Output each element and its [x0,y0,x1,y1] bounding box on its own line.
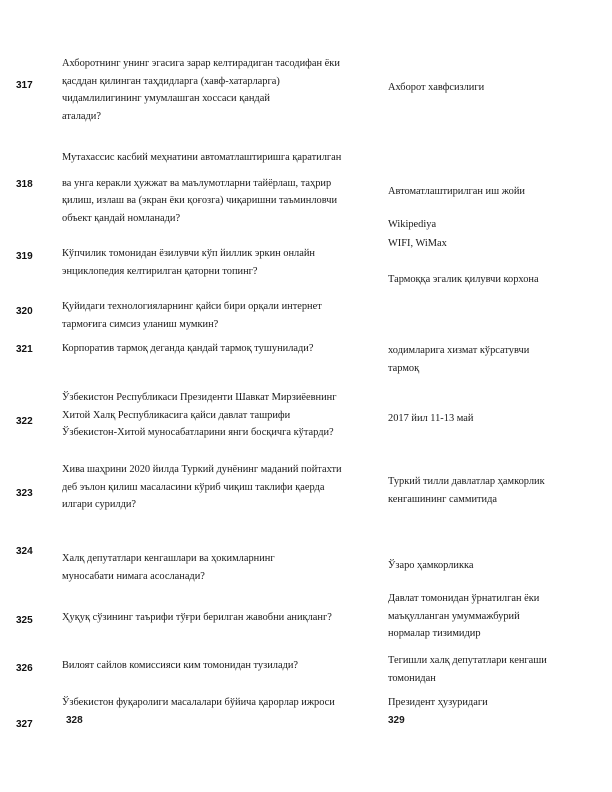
answer-text [388,590,610,643]
question-line: аталади? [62,110,101,122]
question-line: Хива шаҳрини 2020 йилда Туркий дунёнинг маданий пойтахти [62,464,342,475]
question-text [62,55,378,125]
answer-text [388,235,610,253]
question-line: Хитой Халқ Республикасига қайси давлат ташрифи [62,409,291,421]
question-text [62,461,378,514]
question-number: 320 [16,306,33,317]
question-line: Ҳуқуқ сўзининг таърифи тўғри берилган жавобни аниқланг? [62,612,332,623]
answer-line: Туркий тилли давлатлар ҳамкорлик [388,476,545,487]
answer-line: Ўзаро ҳамкорликка [388,560,474,571]
question-text [62,245,378,280]
question-line: тармоғига симсиз уланиш мумкин? [62,318,219,330]
answer-text [388,271,610,289]
answer-line: Тармоққа эгалик қилувчи корхона [388,274,539,285]
question-line: Кўпчилик томонидан ёзилувчи кўп йиллик эркин онлайн [62,248,315,259]
question-line: Халқ депутатлари кенгашлари ва ҳокимларнинг [62,553,275,564]
answer-text [388,652,610,687]
question-line: ва унга керакли ҳужжат ва маълумотларни тайёрлаш, таҳрир [62,177,332,189]
question-number: 321 [16,344,33,355]
question-text [62,694,378,729]
question-number: 319 [16,251,33,262]
answer-line: тармоқ [388,362,420,374]
question-number: 324 [16,546,33,557]
question-line: илгари сурилди? [62,499,137,511]
question-line: Вилоят сайлов комиссияси ким томонидан тузилади? [62,660,299,671]
question-line: деб эълон қилиш масаласини кўриб чиқиш таклифи қаерда [62,481,325,493]
answer-line: кенгашининг саммитида [388,493,498,505]
next-question-number: 329 [388,714,405,726]
question-line: қасддан қилинган таҳдидларга (хавф-хатарларга) [62,75,280,87]
answer-text [388,183,610,201]
question-number: 325 [16,615,33,626]
question-number: 318 [16,179,33,190]
question-line: чидамлилигининг умумлашган хоссаси қандай [62,93,270,105]
answer-text [388,342,610,377]
question-text [62,389,378,442]
question-line: Ўзбекистон фуқаролиги масалалари бўйича қарорлар ижроси [62,697,335,708]
question-number: 322 [16,416,33,427]
question-number: 326 [16,663,33,674]
answer-text [388,557,610,575]
question-line: Мутахассис касбий меҳнатини автоматлаштиришга қаратилган [62,152,342,163]
question-number: 327 [16,719,33,730]
answer-text [388,410,610,428]
question-line: энциклопедия келтирилган қаторни топинг? [62,265,258,277]
question-text [62,657,378,675]
answer-line: Ахборот хавфсизлиги [388,82,485,93]
answer-line: Автоматлаштирилган иш жойи [388,186,525,197]
question-text [62,340,378,358]
question-number: 323 [16,488,33,499]
next-question-number: 328 [66,714,83,726]
answer-line: WIFI, WiMax [388,238,447,249]
answer-line: нормалар тизимидир [388,628,481,640]
question-text [62,609,378,627]
answer-line: ходимларига хизмат кўрсатувчи [388,345,530,356]
question-line: қилиш, излаш ва (экран ёки қоғозга) чиқаришни таъминловчи [62,195,338,207]
question-text [62,298,378,333]
answer-line: Тегишли халқ депутатлари кенгаши [388,655,547,666]
question-text [62,149,378,227]
question-line: муносабати нимага асосланади? [62,570,205,582]
answer-text [388,473,610,508]
question-line: Ўзбекистон-Хитой муносабатларини янги босқичга кўтарди? [62,427,334,439]
question-line: Ўзбекистон Республикаси Президенти Шавкат Мирзиёевнинг [62,392,337,403]
question-line: Ахборотнинг унинг эгасига зарар келтирадиган тасодифан ёки [62,58,340,69]
question-line: Қуйидаги технологияларнинг қайси бири орқали интернет [62,301,322,312]
answer-line: Wikipediya [388,219,437,230]
answer-text [388,694,610,729]
question-text [62,550,378,585]
answer-line: 2017 йил 11-13 май [388,413,474,424]
answer-line: Президент ҳузуридаги [388,697,488,708]
answer-line: томонидан [388,672,436,684]
question-line: объект қандай номланади? [62,212,181,224]
question-number: 317 [16,80,33,91]
answer-line: Давлат томонидан ўрнатилган ёки [388,593,540,604]
answer-line: маъқулланган умуммажбурий [388,610,520,622]
question-line: Корпоратив тармоқ деганда қандай тармоқ тушунилади? [62,343,314,354]
answer-text [388,216,610,234]
answer-text [388,79,610,97]
